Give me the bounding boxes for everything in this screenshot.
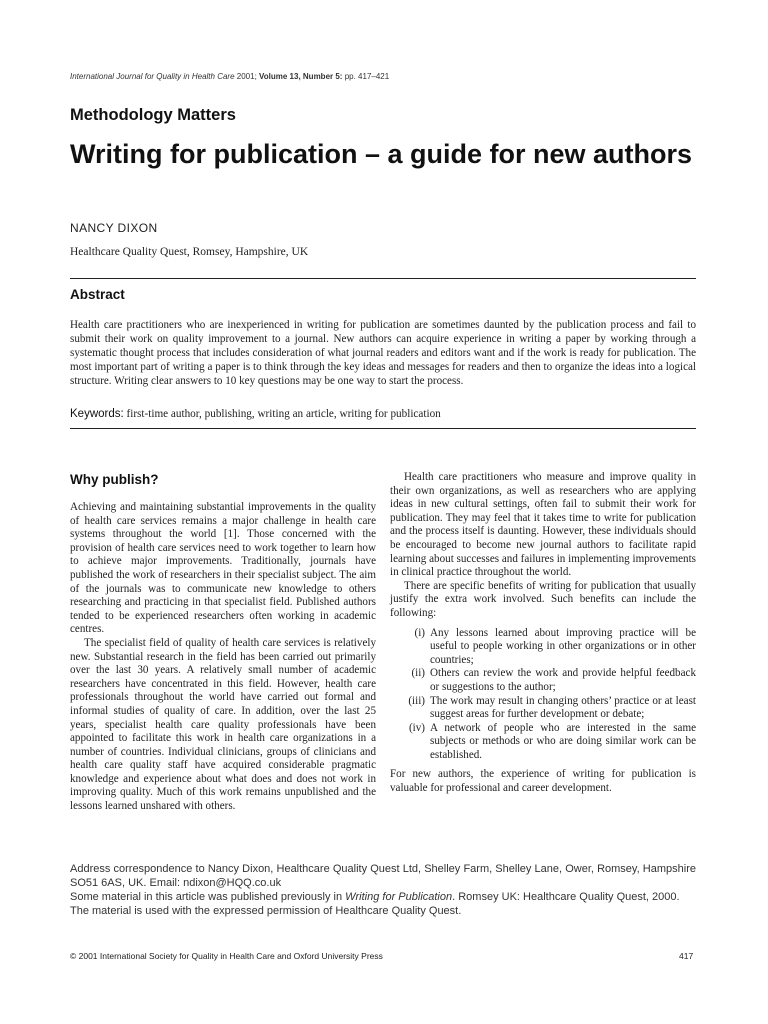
correspondence-address: Address correspondence to Nancy Dixon, Healthcare Quality Quest Ltd, Shelley Farm, Shelley Lane, Ower, Romsey, Hampshire SO51 6AS, UK. Email: ndixon@HQQ.co.uk bbox=[70, 863, 696, 889]
abstract-text: Health care practitioners who are inexperienced in writing for publication are sometimes daunted by the publication process and fail to submit their work on quality improvement to a journal. New authors can acquire experience in writing a paper by working through a systematic thought process that includes consideration of what journal readers and editors want and if the work is ready for publication. The most important part of writing a paper is to think through the key ideas and messages for readers and then to organize the ideas into a logical structure. Writing clear answers to 10 key questions may be one way to start the process. bbox=[70, 319, 696, 387]
abstract-bottom-rule bbox=[70, 428, 696, 429]
list-item bbox=[390, 695, 696, 722]
benefits-list bbox=[390, 627, 696, 763]
keywords-label: Keywords: bbox=[70, 408, 124, 420]
body-paragraph: Health care practitioners who measure and improve quality in their own organizations, as well as researchers who are applying ideas in new cultural settings, often fail to submit their work for publication. They may feel that it takes time to write for publication and the process itself is daunting. However, these individuals should be encouraged to become new journal authors to facilitate rapid learning about successes and failures in implementing improvements in clinical practice throughout the world. bbox=[390, 471, 696, 579]
body-paragraph: Achieving and maintaining substantial improvements in the quality of health care services remains a major challenge in health care systems throughout the world [1]. Those concerned with the provision of health care services need to work together to learn how to achieve major improvements. Traditionally, journals have published the work of researchers in their specialist subject. The aim of the journals was to communicate new knowledge to others researching and practicing in that specialist field. Published authors tended to be experienced researchers often working in academic centres. bbox=[70, 501, 376, 636]
note-text: . Romsey UK: Healthcare Quality Quest, 2000. bbox=[452, 891, 680, 903]
body-column-right bbox=[390, 471, 696, 796]
abstract-top-rule bbox=[70, 278, 696, 279]
journal-name: International Journal for Quality in Health Care bbox=[70, 72, 235, 81]
permission-note: The material is used with the expressed permission of Healthcare Quality Quest. bbox=[70, 905, 462, 917]
body-paragraph: There are specific benefits of writing for publication that usually justify the extra work involved. Such benefits can include the following: bbox=[390, 579, 696, 619]
article-title: Writing for publication – a guide for new authors bbox=[70, 139, 693, 169]
previous-publication-note bbox=[70, 890, 696, 904]
journal-citation bbox=[70, 72, 389, 81]
author-name: NANCY DIXON bbox=[70, 221, 158, 235]
keywords-line bbox=[70, 408, 696, 420]
book-title: Writing for Publication bbox=[345, 891, 453, 903]
list-item bbox=[390, 667, 696, 694]
section-label: Methodology Matters bbox=[70, 106, 236, 124]
copyright-line: © 2001 International Society for Quality in Health Care and Oxford University Press bbox=[70, 951, 383, 961]
journal-year: 2001; bbox=[236, 72, 257, 81]
list-item bbox=[390, 722, 696, 763]
body-paragraph: The specialist field of quality of health care services is relatively new. Substantial research in the field has been carried out primarily over the last 30 years. A relatively small number of academic researchers have concentrated in this field. However, health care professionals throughout the world have carried out formal and informal studies of quality of care. In addition, over the last 25 years, specialist health care quality professionals have been appointed to facilitate this work in health care organizations in a number of countries. Individual clinicians, groups of clinicians and health care quality staff have acquired considerable pragmatic knowledge and experience about what does and does not work in improving quality. Much of this work remains unpublished and the lessons learned unshared with others. bbox=[70, 636, 376, 813]
abstract-heading: Abstract bbox=[70, 287, 125, 302]
note-text: Some material in this article was published previously in bbox=[70, 891, 346, 903]
list-item-number: (i) bbox=[414, 626, 425, 639]
page-number: 417 bbox=[679, 951, 694, 961]
journal-volume: Volume 13, Number 5: bbox=[259, 72, 343, 81]
list-item-number: (iii) bbox=[408, 694, 425, 707]
list-item-text: Others can review the work and provide helpful feedback or suggestions to the author; bbox=[430, 667, 696, 693]
list-item bbox=[390, 627, 696, 668]
list-item-text: A network of people who are interested in the same subjects or methods or who are doing similar work can be established. bbox=[430, 721, 696, 761]
body-paragraph: For new authors, the experience of writing for publication is valuable for professional and career development. bbox=[390, 768, 696, 795]
correspondence-footnote bbox=[70, 862, 696, 918]
list-item-number: (iv) bbox=[408, 721, 425, 734]
journal-pages: pp. 417–421 bbox=[344, 72, 390, 81]
author-affiliation: Healthcare Quality Quest, Romsey, Hampshire, UK bbox=[70, 246, 309, 258]
keywords-list: first-time author, publishing, writing an article, writing for publication bbox=[126, 408, 441, 420]
body-column-left bbox=[70, 501, 376, 814]
list-item-number: (ii) bbox=[411, 667, 425, 680]
list-item-text: Any lessons learned about improving practice will be useful to people working in other organizations or in other countries; bbox=[430, 626, 696, 666]
section-heading-why-publish: Why publish? bbox=[70, 472, 159, 487]
list-item-text: The work may result in changing others’ practice or at least suggest areas for further development or debate; bbox=[430, 694, 696, 721]
